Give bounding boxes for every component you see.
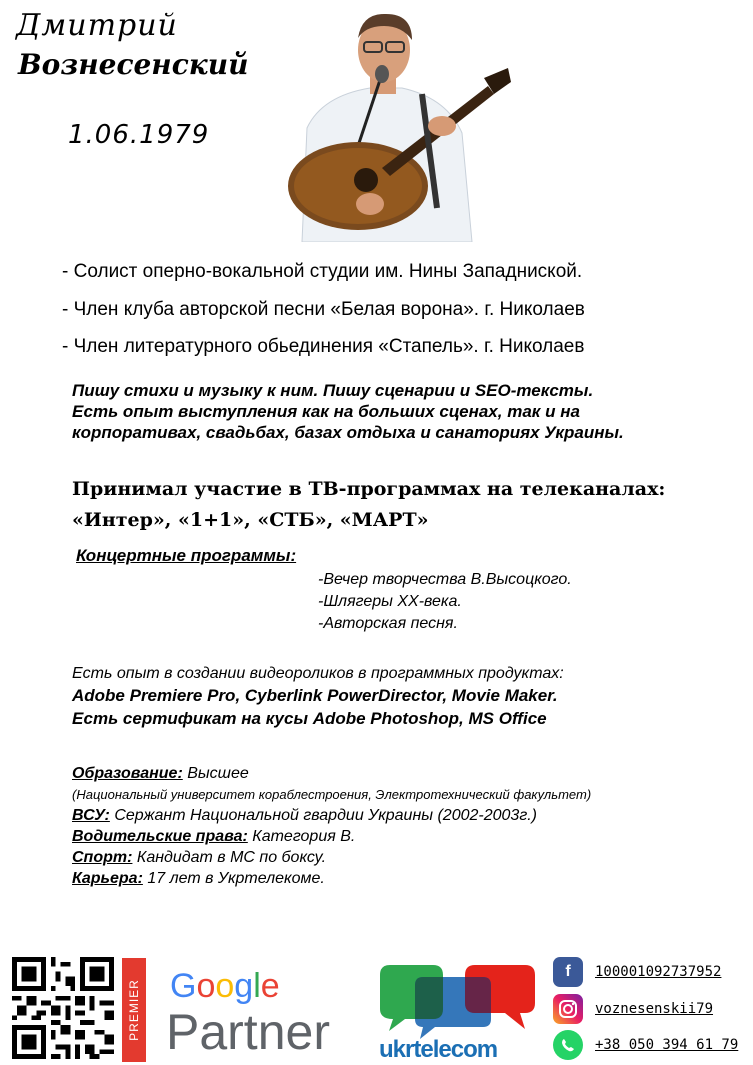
about-line: корпоративах, свадьбах, базах отдыха и санаториях Украины. — [72, 423, 624, 442]
instagram-handle[interactable]: voznesenskii79 — [595, 1001, 714, 1017]
roles-list — [62, 253, 585, 366]
license-label: Водительские права: — [72, 828, 248, 845]
concert-item: -Авторская песня. — [318, 615, 458, 632]
role-item: - Член литературного обьединения «Стапель». г. Николаев — [62, 336, 585, 357]
tv-line: Принимал участие в ТВ-программах на телеканалах: — [72, 478, 666, 500]
facts-block — [72, 763, 591, 889]
guitarist-photo — [262, 8, 512, 242]
ukrtelecom-wordmark: ukrtelecom — [379, 1036, 498, 1063]
qr-code[interactable] — [12, 957, 114, 1059]
video-block — [72, 663, 564, 731]
army-label: ВСУ: — [72, 807, 110, 824]
last-name: Вознесенский — [18, 48, 249, 81]
facebook-id[interactable]: 100001092737952 — [595, 964, 722, 980]
tv-channels: «Интер», «1+1», «СТБ», «МАРТ» — [72, 509, 429, 531]
army-value: Сержант Национальной гвардии Украины (2002-2003г.) — [109, 807, 537, 824]
sport-label: Спорт: — [72, 849, 133, 866]
facebook-icon: f — [553, 957, 583, 987]
concerts-heading: Концертные программы: — [76, 546, 297, 565]
about-block — [72, 380, 624, 443]
education-value: Высшее — [182, 765, 249, 782]
partner-label: Partner — [166, 1004, 330, 1060]
instagram-icon — [553, 994, 583, 1024]
tv-block — [72, 474, 665, 536]
premier-badge — [122, 958, 146, 1062]
google-logo: Google — [170, 967, 280, 1005]
contact-facebook[interactable] — [553, 955, 751, 989]
career-label: Карьера: — [72, 870, 143, 887]
role-item: - Солист оперно-вокальной студии им. Нины Западниской. — [62, 261, 583, 282]
concert-item: -Шлягеры XX-века. — [318, 593, 462, 610]
first-name: Дмитрий — [16, 8, 178, 43]
about-line: Пишу стихи и музыку к ним. Пишу сценарии и SEO-тексты. — [72, 381, 594, 400]
career-value: 17 лет в Укртелекоме. — [142, 870, 325, 887]
premier-label: PREMIER — [127, 979, 141, 1041]
birth-date: 1.06.1979 — [68, 120, 210, 150]
video-products: Adobe Premiere Pro, Cyberlink PowerDirector, Movie Maker. — [72, 686, 558, 705]
whatsapp-icon — [553, 1030, 583, 1060]
concerts-list — [318, 569, 572, 635]
whatsapp-phone[interactable]: +38 050 394 61 79 — [595, 1037, 739, 1053]
concert-item: -Вечер творчества В.Высоцкого. — [318, 571, 572, 588]
video-intro: Есть опыт в создании видеороликов в программных продуктах: — [72, 665, 564, 682]
license-value: Категория В. — [247, 828, 356, 845]
sport-value: Кандидат в МС по боксу. — [132, 849, 327, 866]
education-label: Образование: — [72, 765, 183, 782]
video-certificate: Есть сертификат на кусы Adobe Photoshop, MS Office — [72, 709, 547, 728]
role-item: - Член клуба авторской песни «Белая ворона». г. Николаев — [62, 298, 585, 320]
education-note: (Национальный университет кораблестроения, Электротехнический факультет) — [72, 787, 592, 802]
about-line: Есть опыт выступления как на больших сценах, так и на — [72, 402, 580, 421]
contact-whatsapp[interactable] — [553, 1028, 751, 1062]
contact-instagram[interactable] — [553, 992, 751, 1026]
